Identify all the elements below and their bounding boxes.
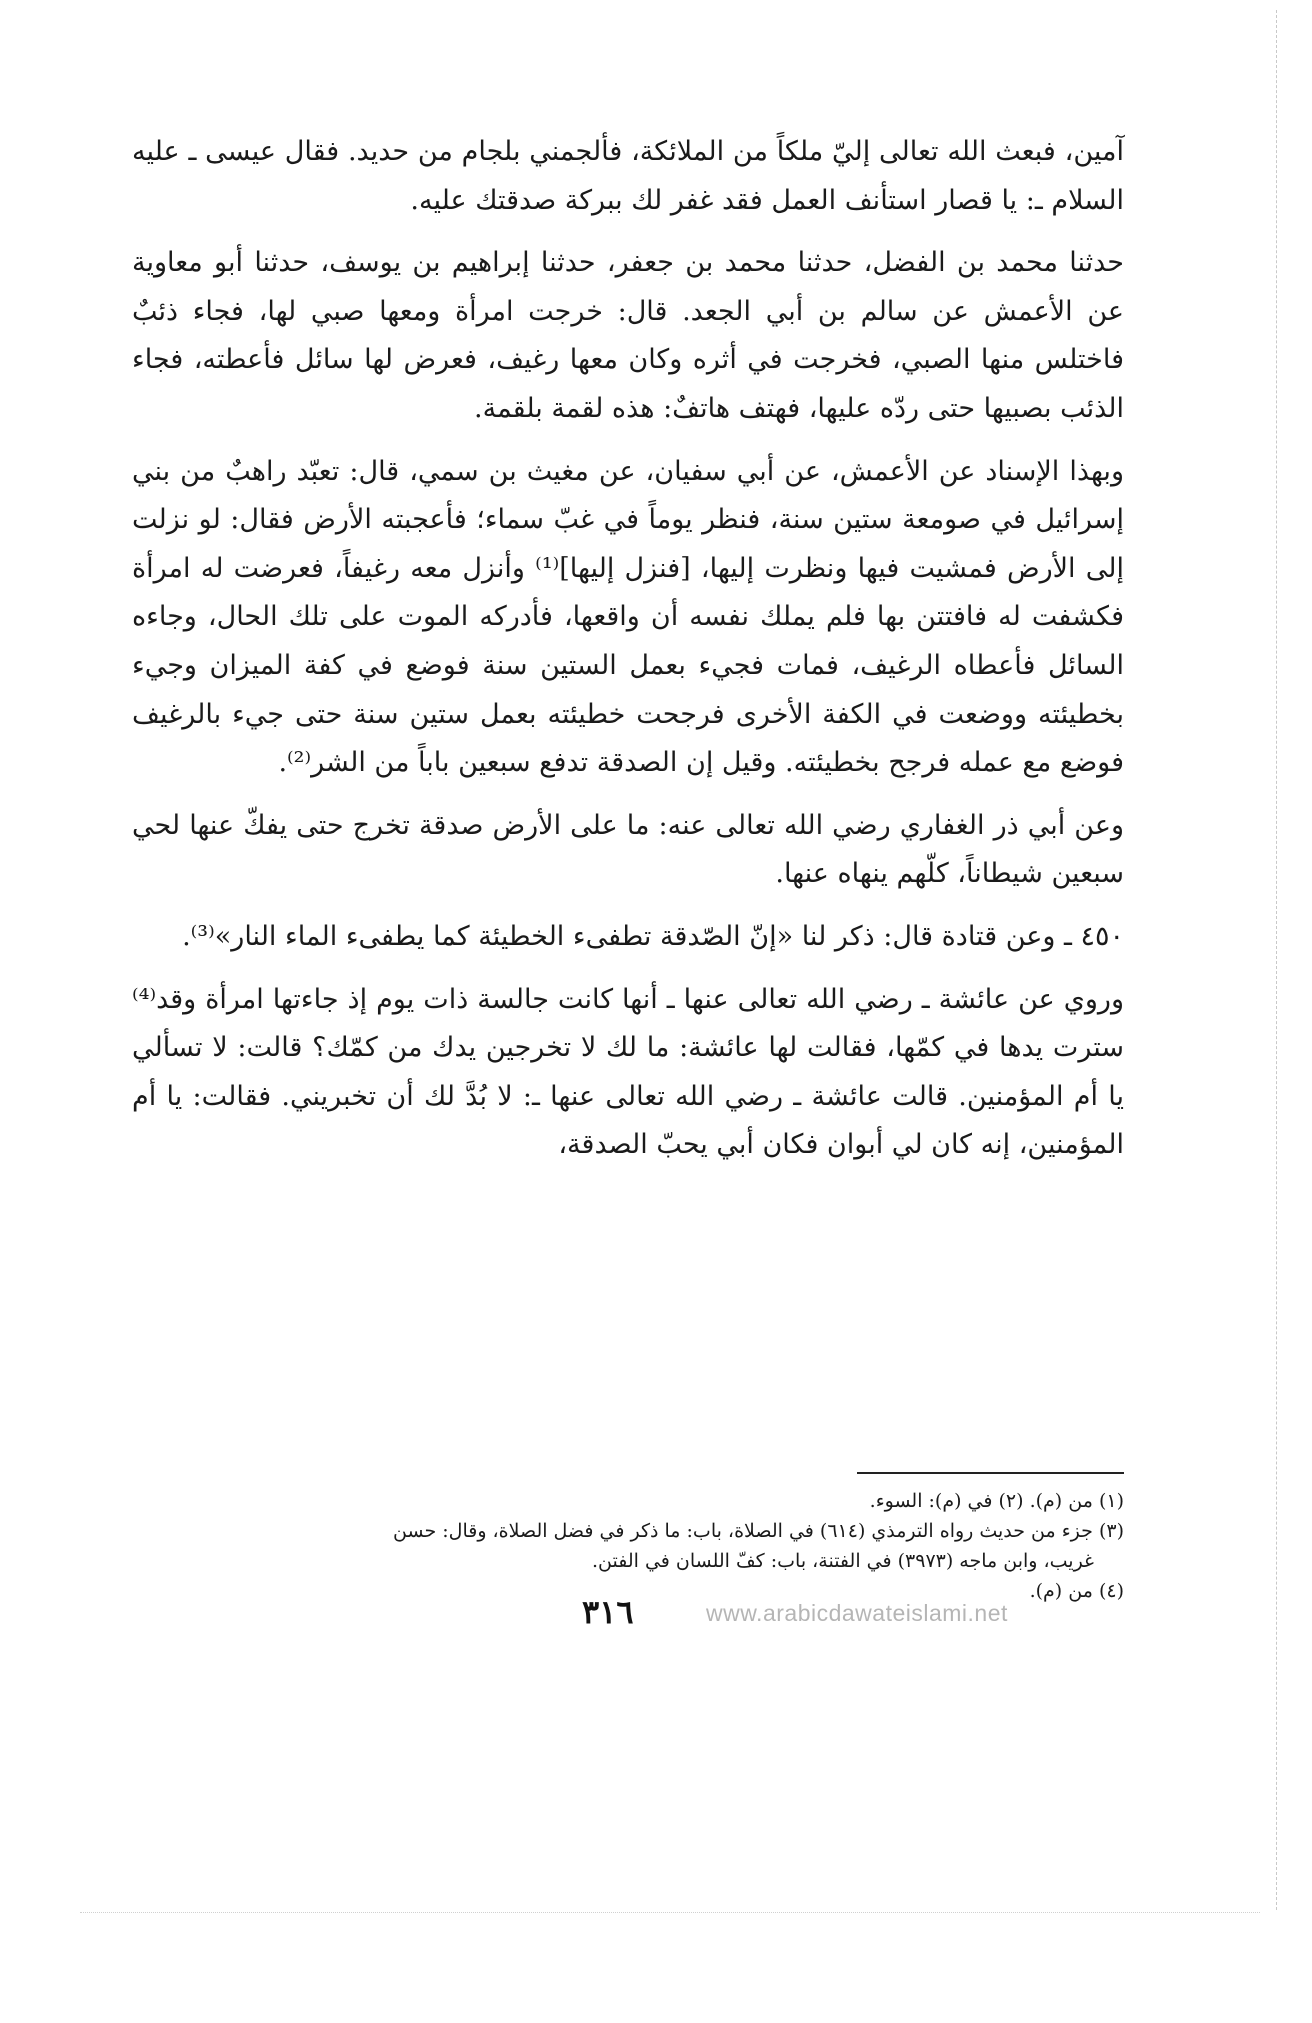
footnotes xyxy=(132,1486,1124,1606)
watermark: www.arabicdawateislami.net xyxy=(706,1600,1008,1626)
paragraph-4: وعن أبي ذر الغفاري رضي الله تعالى عنه: ما على الأرض صدقة تخرج حتى يفكّ عنها لحي سبعين شيطاناً، كلّهم ينهاه عنها. xyxy=(132,809,1124,890)
footnote-line-4: (٤) من (م). xyxy=(1029,1580,1124,1602)
footnote-line-1: (١) من (م). (٢) في (م): السوء. xyxy=(869,1490,1124,1512)
paragraph-2: حدثنا محمد بن الفضل، حدثنا محمد بن جعفر، حدثنا إبراهيم بن يوسف، حدثنا أبو معاوية عن الأعمش عن سالم بن أبي الجعد. قال: خرجت امرأة ومعها صبي لها، فجاء ذئبٌ فاختلس منها الصبي، فخرجت في أثره وكان معها رغيف، فعرض لها سائل فأعطته، فجاء الذئب بصبيها حتى ردّه عليها، فهتف هاتفٌ: هذه لقمة بلقمة. xyxy=(132,247,1124,424)
scan-edge-line xyxy=(1276,10,1277,1910)
paragraph-6: وروي عن عائشة ـ رضي الله تعالى عنها ـ أنها كانت جالسة ذات يوم إذ جاءتها امرأة وقد⁽⁴⁾ سترت يدها في كمّها، فقالت لها عائشة: ما لك لا تخرجين يدك من كمّك؟ قالت: لا تسألي يا أم المؤمنين. قالت عائشة ـ رضي الله تعالى عنها ـ: لا بُدَّ لك أن تخبريني. فقالت: يا أم المؤمنين، إنه كان لي أبوان فكان أبي يحبّ الصدقة، xyxy=(132,983,1124,1161)
main-text xyxy=(132,128,1124,1170)
footnote-line-3: غريب، وابن ماجه (٣٩٧٣) في الفتنة، باب: كفّ اللسان في الفتن. xyxy=(591,1550,1094,1572)
scan-bottom-edge xyxy=(80,1912,1260,1913)
paragraph-3: وبهذا الإسناد عن الأعمش، عن أبي سفيان، عن مغيث بن سمي، قال: تعبّد راهبٌ من بني إسرائيل في صومعة ستين سنة، فنظر يوماً في غبّ سماء؛ فأعجبته الأرض فقال: لو نزلت إلى الأرض فمشيت فيها ونظرت إليها، [فنزل إليها]⁽¹⁾ وأنزل معه رغيفاً، فعرضت له امرأة فكشفت له فافتتن بها فلم يملك نفسه أن واقعها، فأدركه الموت على تلك الحال، وجاءه السائل فأعطاه الرغيف، فمات فجيء بعمل الستين سنة فوضع في كفة الميزان وجيء بخطيئته ووضعت في الكفة الأخرى فرجحت خطيئته بعمل ستين سنة حتى جيء بالرغيف فوضع مع عمله فرجح بخطيئته. وقيل إن الصدقة تدفع سبعين باباً من الشر⁽²⁾. xyxy=(132,455,1124,779)
page-number: ٣١٦ xyxy=(582,1593,634,1631)
footnote-divider xyxy=(857,1472,1124,1474)
footnote-line-2: (٣) جزء من حديث رواه الترمذي (٦١٤) في الصلاة، باب: ما ذكر في فضل الصلاة، وقال: حسن xyxy=(393,1520,1124,1542)
paragraph-1: آمين، فبعث الله تعالى إليّ ملكاً من الملائكة، فألجمني بلجام من حديد. فقال عيسى ـ عليه السلام ـ: يا قصار استأنف العمل فقد غفر لك ببركة صدقتك عليه. xyxy=(132,136,1124,216)
paragraph-5: ٤٥٠ ـ وعن قتادة قال: ذكر لنا «إنّ الصّدقة تطفىء الخطيئة كما يطفىء الماء النار»⁽³⁾. xyxy=(182,920,1124,952)
